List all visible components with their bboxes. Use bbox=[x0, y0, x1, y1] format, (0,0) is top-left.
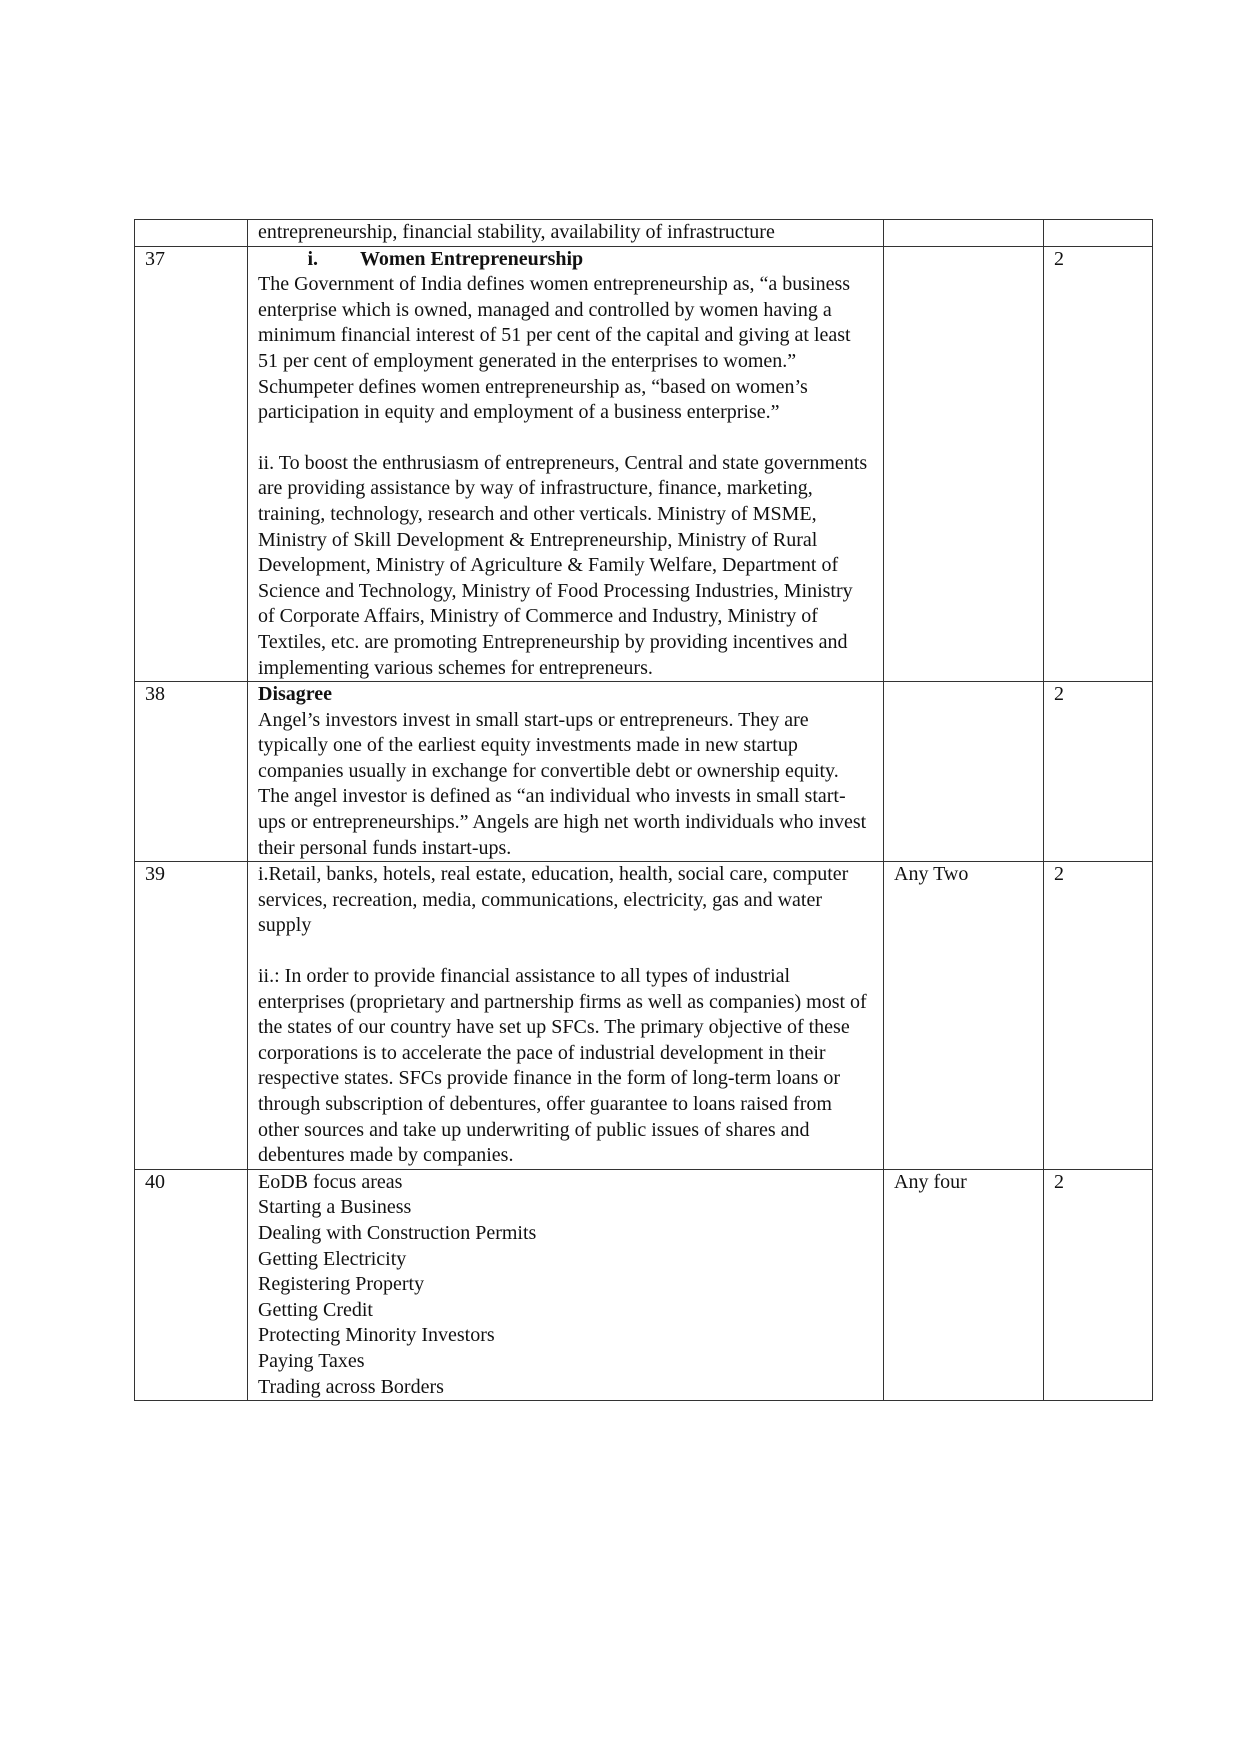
list-item: Getting Electricity bbox=[258, 1247, 407, 1270]
question-number: 37 bbox=[135, 246, 248, 682]
answer-note bbox=[884, 682, 1044, 862]
list-item: Starting a Business bbox=[258, 1196, 412, 1219]
marks: 2 bbox=[1044, 1169, 1153, 1400]
marks bbox=[1044, 220, 1153, 247]
answer-paragraph: i.Retail, banks, hotels, real estate, education, health, social care, computer services, recreation, media, communications, electricity, gas and water supply bbox=[258, 863, 849, 937]
answer-heading: Disagree bbox=[258, 683, 333, 706]
list-item: Getting Credit bbox=[258, 1298, 373, 1321]
question-number: 40 bbox=[135, 1169, 248, 1400]
list-item: Paying Taxes bbox=[258, 1349, 365, 1372]
marks: 2 bbox=[1044, 246, 1153, 682]
list-item: Dealing with Construction Permits bbox=[258, 1221, 537, 1244]
answer-cell bbox=[248, 1169, 884, 1400]
question-number: 38 bbox=[135, 682, 248, 862]
answer-note: Any four bbox=[884, 1169, 1044, 1400]
table-row bbox=[135, 1169, 1153, 1400]
answer-heading bbox=[258, 247, 873, 273]
answer-note bbox=[884, 220, 1044, 247]
list-item: Registering Property bbox=[258, 1273, 425, 1296]
table-row bbox=[135, 246, 1153, 682]
answer-paragraph: ii. To boost the enthrusiasm of entrepreneurs, Central and state governments are providing assistance by way of infrastructure, finance, marketing, training, technology, research and other verticals. Ministry of MSME, Ministry of Skill Development & Entrepreneurship, Ministry of Rural Development, Ministry of Agriculture & Family Welfare, Department of Science and Technology, Ministry of Food Processing Industries, Ministry of Corporate Affairs, Ministry of Commerce and Industry, Ministry of Textiles, etc. are promoting Entrepreneurship by providing incentives and implementing various schemes for entrepreneurs. bbox=[258, 451, 868, 679]
answer-note bbox=[884, 246, 1044, 682]
table-row bbox=[135, 862, 1153, 1170]
marking-scheme-table bbox=[134, 219, 1153, 1401]
list-item: Protecting Minority Investors bbox=[258, 1324, 495, 1347]
answer-text: entrepreneurship, financial stability, availability of infrastructure bbox=[248, 220, 884, 247]
marks: 2 bbox=[1044, 862, 1153, 1170]
answer-paragraph: Angel’s investors invest in small start-ups or entrepreneurs. They are typically one of the earliest equity investments made in new startup companies usually in exchange for convertible debt or ownership equity. The angel investor is defined as “an individual who invests in small start-ups or entrepreneurships.” Angels are high net worth individuals who invest their personal funds instart-ups. bbox=[258, 708, 867, 859]
question-number: 39 bbox=[135, 862, 248, 1170]
answer-cell bbox=[248, 862, 884, 1170]
list-item: Trading across Borders bbox=[258, 1375, 444, 1398]
question-number bbox=[135, 220, 248, 247]
marks: 2 bbox=[1044, 682, 1153, 862]
heading-text: Women Entrepreneurship bbox=[360, 247, 584, 270]
answer-paragraph: ii.: In order to provide financial assistance to all types of industrial enterprises (proprietary and partnership firms as well as companies) most of the states of our country have set up SFCs. The primary objective of these corporations is to accelerate the pace of industrial development in their respective states. SFCs provide finance in the form of long-term loans or through subscription of debentures, offer guarantee to loans raised from other sources and take up underwriting of public issues of shares and debentures made by companies. bbox=[258, 965, 867, 1167]
table-row bbox=[135, 682, 1153, 862]
answer-cell bbox=[248, 682, 884, 862]
list-item: EoDB focus areas bbox=[258, 1170, 403, 1193]
answer-paragraph: The Government of India defines women entrepreneurship as, “a business enterprise which is owned, managed and controlled by women having a minimum financial interest of 51 per cent of the capital and giving at least 51 per cent of employment generated in the enterprises to women.” Schumpeter defines women entrepreneurship as, “based on women’s participation in equity and employment of a business enterprise.” bbox=[258, 273, 851, 424]
heading-number: i. bbox=[307, 247, 318, 270]
table-row bbox=[135, 220, 1153, 247]
answer-note: Any Two bbox=[884, 862, 1044, 1170]
answer-cell bbox=[248, 246, 884, 682]
